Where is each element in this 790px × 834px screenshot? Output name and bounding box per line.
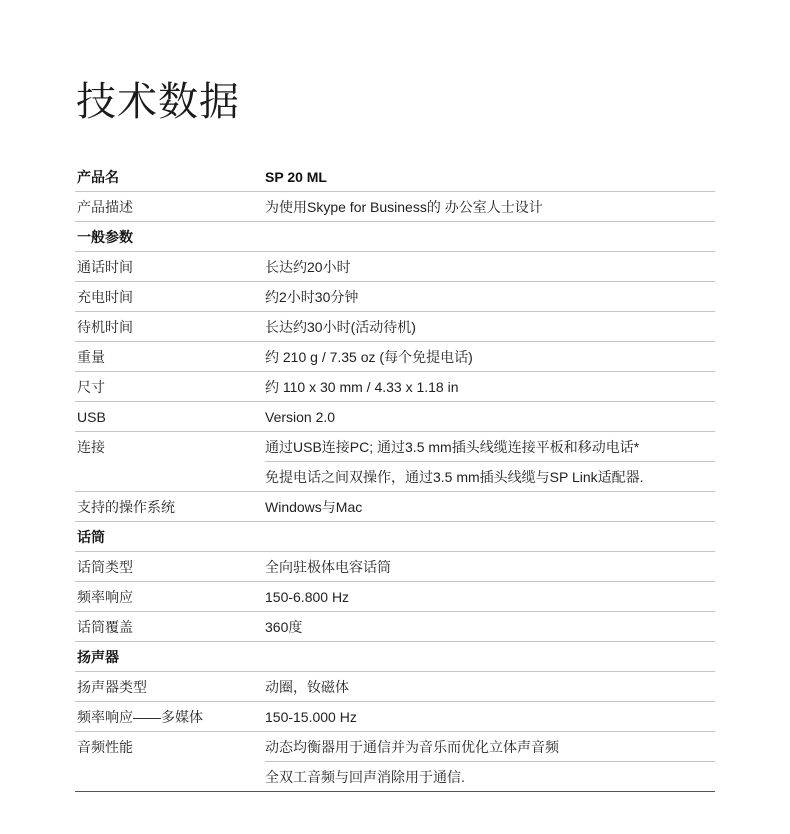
row-label: 充电时间 (77, 289, 133, 305)
table-row-continuation (75, 762, 715, 792)
table-row (75, 492, 715, 522)
section-heading: 一般参数 (77, 229, 133, 245)
table-row (75, 672, 715, 702)
row-label: 尺寸 (77, 379, 105, 395)
row-value: 长达约20小时 (265, 259, 351, 275)
table-row (75, 552, 715, 582)
row-value: Windows与Mac (265, 499, 363, 515)
row-label: 重量 (77, 349, 105, 365)
table-row-product-name (75, 162, 715, 192)
row-label: 扬声器类型 (77, 679, 147, 695)
row-value: 动圈，钕磁体 (265, 679, 349, 695)
row-label: 频率响应——多媒体 (77, 709, 203, 725)
section-heading: 话筒 (77, 529, 105, 545)
row-label: 通话时间 (77, 259, 133, 275)
row-label: 支持的操作系统 (77, 499, 175, 515)
section-heading-speaker (75, 642, 715, 672)
row-value: 全双工音频与回声消除用于通信. (265, 769, 465, 785)
row-value: 150-15.000 Hz (265, 709, 357, 725)
row-value: Version 2.0 (265, 409, 336, 425)
row-value: 150-6.800 Hz (265, 589, 350, 605)
row-label: 频率响应 (77, 589, 133, 605)
row-value: 360度 (265, 619, 303, 635)
row-label: 待机时间 (77, 319, 133, 335)
table-row-continuation (75, 462, 715, 492)
row-value: 全向驻极体电容话筒 (265, 559, 391, 575)
row-label: 产品名 (77, 169, 119, 185)
row-value: 长达约30小时(活动待机) (265, 319, 416, 335)
table-row (75, 582, 715, 612)
row-value: 为使用Skype for Business的 办公室人士设计 (265, 199, 543, 215)
row-value: SP 20 ML (265, 169, 327, 185)
row-value: 约 210 g / 7.35 oz (每个免提电话) (265, 349, 473, 365)
row-value: 免提电话之间双操作，通过3.5 mm插头线缆与SP Link适配器. (265, 469, 644, 485)
table-row (75, 282, 715, 312)
section-heading-microphone (75, 522, 715, 552)
row-value: 约2小时30分钟 (265, 289, 359, 305)
row-label: 连接 (77, 439, 105, 455)
section-heading-general (75, 222, 715, 252)
table-row (75, 312, 715, 342)
table-row (75, 342, 715, 372)
table-row (75, 372, 715, 402)
table-row (75, 432, 715, 462)
table-row (75, 702, 715, 732)
table-row (75, 402, 715, 432)
spec-table (75, 162, 715, 792)
section-heading: 扬声器 (77, 649, 119, 665)
table-row-description (75, 192, 715, 222)
row-label: 产品描述 (77, 199, 133, 215)
row-label: 话筒覆盖 (77, 619, 133, 635)
table-row (75, 732, 715, 762)
page-title: 技术数据 (76, 80, 240, 124)
table-row (75, 252, 715, 282)
row-label: 话筒类型 (77, 559, 133, 575)
row-value: 约 110 x 30 mm / 4.33 x 1.18 in (265, 379, 459, 395)
row-value: 通过USB连接PC; 通过3.5 mm插头线缆连接平板和移动电话* (265, 439, 640, 455)
row-value: 动态均衡器用于通信并为音乐而优化立体声音频 (265, 739, 559, 755)
table-row (75, 612, 715, 642)
row-label: USB (77, 409, 106, 425)
row-label: 音频性能 (77, 739, 133, 755)
